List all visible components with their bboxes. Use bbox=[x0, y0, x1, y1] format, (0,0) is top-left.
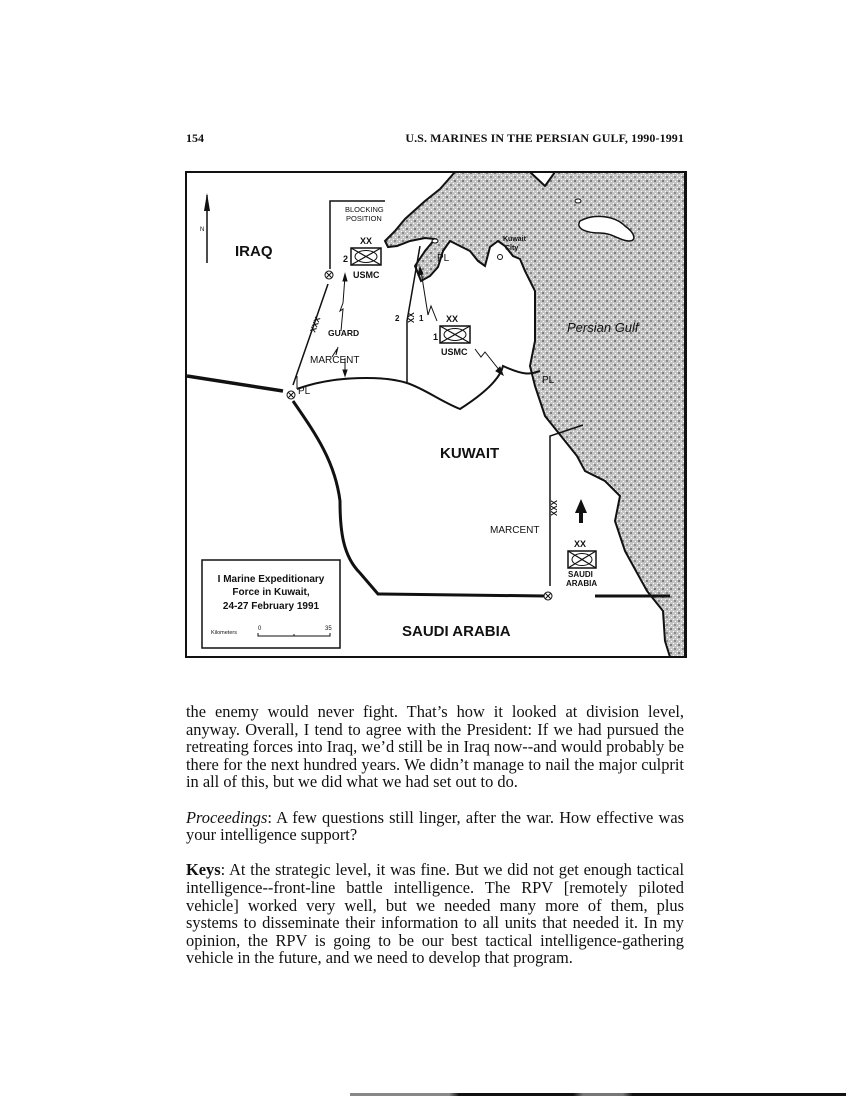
paragraph-3-text: : At the strategic level, it was fine. But we did not get enough tactical intelligence--front-line battle intelligence. The RPV [remotely piloted vehicle] worked very well, but we needed many more of them, plus systems to disseminate their information to all units that needed it. In my opinion, the RPV is going to be our best tactical intelligence-gathering vehicle in the future, and we need to develop that program. bbox=[186, 860, 684, 968]
map-figure bbox=[185, 171, 687, 658]
legend-scale-start: 0 bbox=[258, 626, 262, 632]
label-guard: GUARD bbox=[328, 328, 360, 338]
svg-text:XX: XX bbox=[360, 236, 373, 246]
running-head-title: U.S. MARINES IN THE PERSIAN GULF, 1990-1991 bbox=[405, 131, 684, 145]
label-div-boundary-right: 1 bbox=[419, 314, 424, 323]
body-text bbox=[186, 703, 684, 985]
label-div-boundary-left: 2 bbox=[395, 314, 400, 323]
legend-scale-label: Kilometers bbox=[211, 630, 237, 636]
legend-scale-end: 35 bbox=[325, 626, 332, 632]
speaker-proceedings: Proceedings bbox=[186, 807, 268, 827]
label-phase-line-north: PL bbox=[437, 253, 450, 264]
page-number: 154 bbox=[186, 131, 204, 145]
label-marcent-west: MARCENT bbox=[310, 355, 360, 366]
svg-text:XX: XX bbox=[574, 539, 587, 549]
label-persian-gulf: Persian Gulf bbox=[567, 320, 639, 335]
label-blocking-position-2: POSITION bbox=[346, 214, 382, 223]
svg-text:2: 2 bbox=[343, 254, 349, 264]
svg-text:USMC: USMC bbox=[441, 347, 468, 357]
paragraph-2-text: : A few questions still linger, after the war. How effective was your intelligence support? bbox=[186, 807, 684, 845]
label-marcent-east: MARCENT bbox=[490, 525, 540, 536]
label-kuwait: KUWAIT bbox=[440, 445, 500, 462]
svg-text:USMC: USMC bbox=[353, 270, 380, 280]
map-legend bbox=[202, 560, 340, 648]
label-iraq: IRAQ bbox=[235, 243, 273, 260]
label-div-boundary-symbol: XX bbox=[407, 312, 416, 323]
speaker-keys: Keys bbox=[186, 860, 221, 880]
paragraph-2 bbox=[186, 809, 684, 844]
paragraph-3 bbox=[186, 861, 684, 967]
north-label: N bbox=[200, 227, 205, 233]
label-corps-boundary: XXX bbox=[308, 315, 323, 334]
svg-text:XX: XX bbox=[446, 314, 459, 324]
paragraph-1: the enemy would never fight. That’s how it looked at division level, anyway. Overall, I tend to agree with the President: If we had pursued the retreating forces into Iraq, we’d still be in Iraq now--and would probably be there for the next hundred years. We didn’t manage to nail the major culprit in all of this, but we did what we had set out to do. bbox=[186, 702, 684, 792]
running-head bbox=[186, 131, 684, 147]
legend-title-line-3: 24-27 February 1991 bbox=[222, 601, 320, 612]
label-phase-line-west: PL bbox=[298, 386, 311, 397]
legend-title-line-1: I Marine Expeditionary bbox=[217, 574, 325, 585]
label-saudi-arabia: SAUDI ARABIA bbox=[402, 623, 511, 640]
svg-text:SAUDI: SAUDI bbox=[568, 570, 593, 579]
label-kuwait-city-2: City bbox=[505, 245, 519, 252]
label-phase-line-east: PL bbox=[542, 375, 555, 386]
label-kuwait-city-1: Kuwait bbox=[503, 236, 526, 243]
city-marker-icon bbox=[498, 255, 503, 260]
label-blocking-position-1: BLOCKING bbox=[345, 205, 384, 214]
label-corps-boundary-east: XXX bbox=[550, 499, 559, 516]
svg-text:ARABIA: ARABIA bbox=[566, 579, 598, 588]
svg-text:1: 1 bbox=[433, 332, 439, 342]
legend-title-line-2: Force in Kuwait, bbox=[232, 587, 310, 598]
bottom-rule bbox=[350, 1093, 846, 1096]
